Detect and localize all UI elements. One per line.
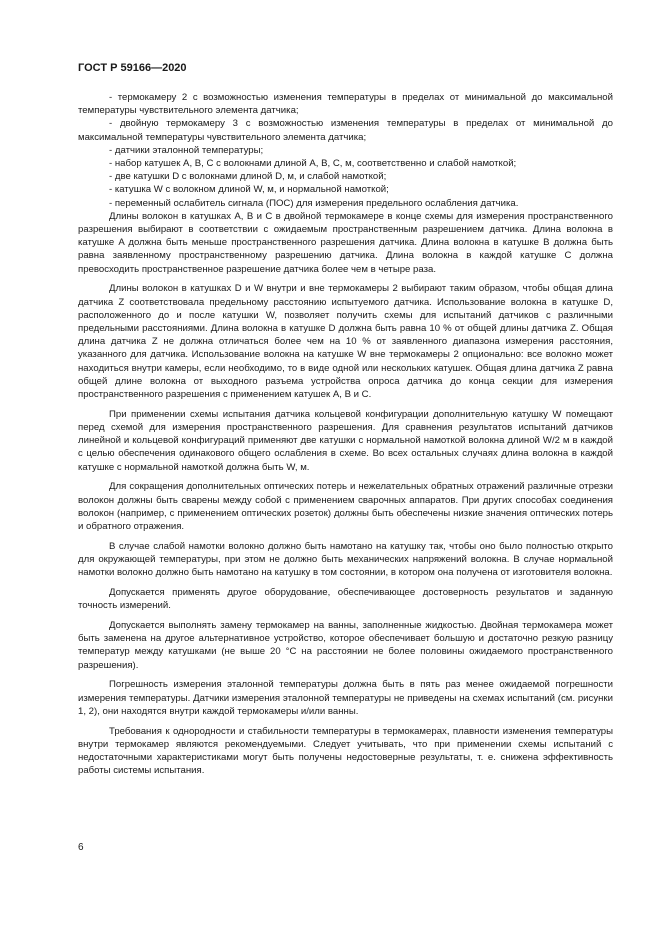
page-number: 6 <box>78 842 84 853</box>
list-item: - набор катушек A, B, C с волокнами длиной A, B, C, м, соответственно и слабой намоткой; <box>109 158 517 170</box>
paragraph: Требования к однородности и стабильности температуры в термокамерах, плавности изменения температуры внутри термокамер являются рекомендуемыми. Следует учитывать, что при применении схемы испытаний с недостаточными характеристиками могут быть получены недостоверные результаты, т. е. снижена эффективность работы системы испытания. <box>78 725 613 777</box>
paragraph: Погрешность измерения эталонной температуры должна быть в пять раз менее ожидаемой погрешности измерения температуры. Датчики измерения эталонной температуры не приведены на схемах испытаний (см. рисунки 1, 2), они находятся внутри каждой термокамеры и/или ванны. <box>78 679 613 717</box>
list-item: - двойную термокамеру 3 с возможностью изменения температуры в пределах от минимальной до максимальной температуры чувствительного элемента датчика; <box>78 118 613 143</box>
list-item: - две катушки D с волокнами длиной D, м, и слабой намоткой; <box>109 171 387 183</box>
paragraph: Длины волокон в катушках A, B и C в двойной термокамере в конце схемы для измерения пространственного разрешения выбирают в соответствии с ожидаемым пространственным разрешением датчика. Длина волокна в катушке A должна быть меньше пространственного разрешения датчика. Длина волокна в катушке B должна быть равна заявленному пространственному разрешению датчика. Длина волокна в каждой катушке C должна превосходить пространственное разрешение датчика более чем в четыре раза. <box>78 210 613 275</box>
document-header: ГОСТ Р 59166—2020 <box>78 62 187 74</box>
paragraph: При применении схемы испытания датчика кольцевой конфигурации дополнительную катушку W помещают перед схемой для измерения пространственного разрешения. Для сравнения результатов испытаний датчиков линейной и кольцевой конфигураций применяют две катушки с нормальной намоткой волокна длиной W/2 м в каждой с целью обеспечения одинакового общего ослабления в схеме. Во всех остальных случаях длина волокна в каждой катушке с нормальной намоткой должна быть W, м. <box>78 408 613 473</box>
list-item: - датчики эталонной температуры; <box>109 144 264 156</box>
paragraph: Для сокращения дополнительных оптических потерь и нежелательных обратных отражений различные отрезки волокон должны быть сварены между собой с применением сварочных аппаратов. При других способах соединения волокон (например, с применением оптических розеток) должны быть обеспечены низкие значения оптических потерь и обратного отражения. <box>78 481 613 533</box>
list-item: - переменный ослабитель сигнала (ПОС) для измерения предельного ослабления датчика. <box>109 197 519 209</box>
document-body <box>78 91 613 778</box>
paragraph: Допускается выполнять замену термокамер на ванны, заполненные жидкостью. Двойная термокамера может быть заменена на другое альтернативное устройство, которое обеспечивает большую и достаточно резкую разницу температур между катушками (не выше 20 °C на расстоянии не более половины ожидаемого пространственного разрешения). <box>78 620 613 671</box>
list-item: - термокамеру 2 с возможностью изменения температуры в пределах от минимальной до максимальной температуры чувствительного элемента датчика; <box>78 92 613 117</box>
paragraph: Длины волокон в катушках D и W внутри и вне термокамеры 2 выбирают таким образом, чтобы общая длина датчика Z соответствовала предельному расстоянию испытуемого датчика. Использование волокна в катушке D, расположенного до и после катушки W, позволяет получить схемы для испытаний датчиков с различными предельными расстояниями. Длина волокна в катушке D должна быть равна 10 % от общей длины датчика Z. Общая длина датчика Z не должна отличаться более чем на 10 % от заявленного диапазона измерения расстояния, указанного для датчика. Использование волокна на катушке W вне термокамеры 2 опционально: все волокно может находиться внутри камеры, если необходимо, то в виде одной или нескольких катушек. Общая длина датчика Z равна общей длине волокна от выходного разъема устройства опроса датчика до конца секции для измерения пространственного разрешения с применением катушек A, B и C. <box>78 283 613 401</box>
list-item: - катушка W с волокном длиной W, м, и нормальной намоткой; <box>109 184 389 196</box>
paragraph: Допускается применять другое оборудование, обеспечивающее достоверность результатов и заданную точность измерений. <box>78 587 613 612</box>
paragraph: В случае слабой намотки волокно должно быть намотано на катушку так, чтобы оно было полностью открыто для окружающей температуры, при этом не должно быть механических напряжений волокна. В случае нормальной намотки волокно должно быть намотано на катушку в том состоянии, в котором она получена от изготовителя волокна. <box>78 540 613 579</box>
